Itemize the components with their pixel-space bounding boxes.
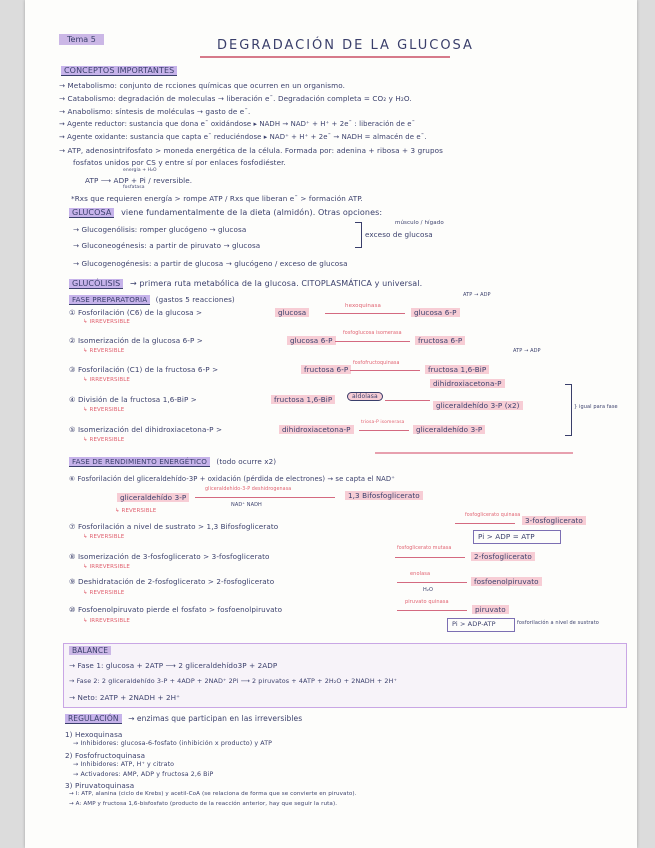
- section-heading-glucolisis: GLUCÓLISIS: [69, 279, 123, 289]
- reversibility-note: ↳ IRREVERSIBLE: [83, 618, 130, 624]
- reaction-arrow: [397, 582, 467, 583]
- step-product: fosfoenolpiruvato: [471, 577, 542, 586]
- reaction-arrow: [455, 523, 515, 524]
- step-substrate: fructosa 6-P: [301, 365, 351, 374]
- concept-line: → ATP, adenosintrifosfato > moneda energética de la célula. Formada por: adenina + ribosa + 3 grupos: [59, 146, 443, 155]
- step-number: ③: [69, 365, 76, 374]
- concept-line: fosfatos unidos por CS y entre sí por enlaces fosfodiéster.: [73, 158, 286, 167]
- regulacion-line: → Activadores: AMP, ADP y fructosa 2,6 BiP: [73, 771, 214, 778]
- reversibility-note: ↳ REVERSIBLE: [83, 348, 125, 354]
- step-number: ②: [69, 336, 76, 345]
- section-heading-glucosa: GLUCOSA: [69, 208, 114, 218]
- fase-bracket: [565, 384, 572, 436]
- glucosa-line: → Glucogenólisis: romper glucógeno → glucosa: [73, 225, 247, 234]
- reaction-arrow: [335, 341, 410, 342]
- reaction-arrow: [359, 430, 409, 431]
- step-text: Fosforilación (C6) de la glucosa >: [77, 308, 203, 317]
- page-title: DEGRADACIÓN DE LA GLUCOSA: [217, 38, 474, 53]
- reaction-arrow: [397, 610, 467, 611]
- reversibility-note: ↳ REVERSIBLE: [83, 534, 125, 540]
- energy-box-text: Pi > ADP = ATP: [478, 532, 535, 541]
- reversibility-note: ↳ REVERSIBLE: [115, 508, 157, 514]
- concept-line: → Metabolismo: conjunto de rcciones químicas que ocurren en un organismo.: [59, 81, 345, 90]
- step-text: Fosforilación a nivel de sustrato > 1,3 Bifosfoglicerato: [77, 522, 279, 531]
- balance-line: → Neto: 2ATP + 2NADH + 2H⁺: [69, 693, 181, 702]
- regulacion-intro: → enzimas que participan en las irreversibles: [128, 714, 303, 723]
- step-text: Fosforilación del gliceraldehído-3P + oxidación (pérdida de electrones) → se capta el NAD⁺: [77, 475, 395, 483]
- step-product: 2-fosfoglicerato: [471, 552, 535, 561]
- glucosa-bracket-note: músculo / hígado: [395, 220, 444, 226]
- step-text: Fosforilación (C1) de la fructosa 6-P >: [77, 365, 219, 374]
- enzyme-label: triosa-P isomerasa: [361, 420, 405, 425]
- reversibility-note: ↳ REVERSIBLE: [83, 407, 125, 413]
- reversibility-note: ↳ REVERSIBLE: [83, 437, 125, 443]
- step-text: Isomerización de la glucosa 6-P >: [77, 336, 203, 345]
- phase-note: (todo ocurre x2): [216, 457, 277, 466]
- step-number: ⑤: [69, 425, 76, 434]
- regulacion-line: → Inhibidores: ATP, H⁺ y citrato: [73, 761, 175, 768]
- enzyme-label: fosfoglicerato quinasa: [465, 513, 521, 518]
- cofactor-label: NAD⁺ NADH: [231, 502, 262, 508]
- glucosa-bracket-note: exceso de glucosa: [365, 230, 433, 239]
- step-substrate: fructosa 1,6-BiP: [271, 395, 335, 404]
- regulacion-line: 3) Piruvatoquinasa: [65, 781, 135, 790]
- reversibility-note: ↳ REVERSIBLE: [83, 590, 125, 596]
- step-number: ⑥: [69, 475, 76, 483]
- topic-tag: Tema 5: [59, 34, 104, 45]
- balance-heading: BALANCE: [69, 646, 111, 655]
- balance-line: → Fase 2: 2 gliceraldehído 3-P + 4ADP + 2NAD⁺ 2Pi ⟶ 2 piruvatos + 4ATP + 2H₂O + 2NADH + 2H⁺: [69, 677, 397, 685]
- step-text: Fosfoenolpiruvato pierde el fosfato > fosfoenolpiruvato: [77, 605, 283, 614]
- phase-heading-preparatoria: FASE PREPARATORIA: [69, 295, 150, 305]
- step-product: fructosa 1,6-BiP: [425, 365, 489, 374]
- atp-adp-label: ATP → ADP: [513, 348, 541, 354]
- glucosa-line: → Gluconeogénesis: a partir de piruvato → glucosa: [73, 241, 261, 250]
- regulacion-line: → A: AMP y fructosa 1,6-bisfosfato (producto de la reacción anterior, hay que seguir la ruta).: [69, 801, 338, 807]
- step-number: ⑩: [69, 605, 76, 614]
- step-product: glucosa 6-P: [411, 308, 460, 317]
- phase-heading-rendimiento: FASE DE RENDIMIENTO ENERGÉTICO: [69, 457, 210, 467]
- concept-line: → Catabolismo: degradación de moleculas → liberación eˉ. Degradación completa = CO₂ y H₂O.: [59, 94, 412, 103]
- concept-line: ATP ⟶ ADP + Pi / reversible.: [85, 176, 193, 185]
- step-substrate: glucosa 6-P: [287, 336, 336, 345]
- step-number: ⑦: [69, 522, 76, 531]
- concept-line: *Rxs que requieren energía > rompe ATP / Rxs que liberan eˉ > formación ATP.: [71, 194, 363, 203]
- step-substrate: glucosa: [275, 308, 309, 317]
- title-underline: [200, 56, 450, 58]
- step-product: gliceraldehído 3-P: [413, 425, 485, 434]
- step-number: ④: [69, 395, 76, 404]
- step-substrate: gliceraldehído 3-P: [117, 493, 189, 502]
- energy-box-text: Pi > ADP-ATP: [452, 620, 496, 628]
- step-text: Isomerización del dihidroxiacetona-P >: [77, 425, 223, 434]
- return-line: [375, 452, 573, 454]
- reaction-arrow: [195, 497, 335, 498]
- glucosa-intro: viene fundamentalmente de la dieta (almidón). Otras opciones:: [121, 208, 383, 217]
- igual-fase-note: } igual para fase: [574, 404, 618, 410]
- atp-arrow-label: fosfatasa: [123, 185, 145, 190]
- enzyme-label: hexoquinasa: [345, 303, 381, 309]
- step-product: 3-fosfoglicerato: [522, 516, 586, 525]
- step-product: gliceraldehído 3-P (x2): [433, 401, 523, 410]
- reaction-arrow: [385, 400, 430, 401]
- concept-line: → Anabolismo: síntesis de moléculas → gasto de eˉ.: [59, 107, 251, 116]
- step-product: fructosa 6-P: [415, 336, 465, 345]
- enzyme-label: piruvato quinasa: [405, 599, 449, 605]
- glucosa-line: → Glucogenogénesis: a partir de glucosa → glucógeno / exceso de glucosa: [73, 259, 348, 268]
- step-number: ⑨: [69, 577, 76, 586]
- regulacion-line: → Inhibidores: glucosa-6-fosfato (inhibición x producto) y ATP: [73, 740, 273, 747]
- reversibility-note: ↳ IRREVERSIBLE: [83, 319, 130, 325]
- enzyme-label: fosfoglucosa isomerasa: [343, 331, 402, 336]
- enzyme-label: gliceraldehído-3-P deshidrogenasa: [205, 487, 292, 492]
- reaction-arrow: [350, 370, 420, 371]
- step-text: Deshidratación de 2-fosfoglicerato > 2-fosfoglicerato: [77, 577, 275, 586]
- section-heading-regulacion: REGULACIÓN: [65, 714, 122, 724]
- reversibility-note: ↳ IRREVERSIBLE: [83, 377, 130, 383]
- regulacion-line: 1) Hexoquinasa: [65, 730, 123, 739]
- section-heading-conceptos: CONCEPTOS IMPORTANTES: [61, 66, 177, 76]
- reaction-arrow: [325, 313, 405, 314]
- step-product: piruvato: [472, 605, 509, 614]
- enzyme-label: aldolasa: [347, 392, 383, 401]
- atp-adp-label: ATP → ADP: [463, 292, 491, 298]
- step-text: Isomerización de 3-fosfoglicerato > 3-fosfoglicerato: [77, 552, 270, 561]
- step-number: ①: [69, 308, 76, 317]
- atp-arrow-label: energía + H₂O: [123, 168, 157, 173]
- glucosa-bracket: [355, 222, 362, 248]
- step-note: fosforilación a nivel de sustrato: [517, 620, 599, 626]
- enzyme-label: enolasa: [410, 571, 431, 577]
- water-label: H₂O: [423, 587, 433, 593]
- enzyme-label: fosfoglicerato mutasa: [397, 546, 452, 551]
- concept-line: → Agente reductor: sustancia que dona eˉ oxidándose ▸ NADH → NAD⁺ + H⁺ + 2eˉ : liberación de eˉ: [59, 120, 416, 128]
- reaction-arrow: [395, 557, 465, 558]
- dihidroxiacetona-label: dihidroxiacetona-P: [430, 379, 505, 388]
- step-substrate: dihidroxiacetona-P: [279, 425, 354, 434]
- regulacion-line: 2) Fosfofructoquinasa: [65, 751, 146, 760]
- step-number: ⑧: [69, 552, 76, 561]
- regulacion-line: → I: ATP, alanina (ciclo de Krebs) y acetil-CoA (se relaciona de forma que se convierte en piruvato).: [69, 791, 357, 797]
- concept-line: → Agente oxidante: sustancia que capta eˉ reduciéndose ▸ NAD⁺ + H⁺ + 2eˉ → NADH = almacén de eˉ.: [59, 133, 427, 141]
- enzyme-label: fosfofructoquinasa: [353, 361, 400, 366]
- step-product: 1,3 Bifosfoglicerato: [345, 491, 423, 500]
- glucolisis-intro: → primera ruta metabólica de la glucosa. CITOPLASMÁTICA y universal.: [129, 279, 423, 288]
- phase-note: (gastos 5 reacciones): [155, 295, 235, 304]
- reversibility-note: ↳ IRREVERSIBLE: [83, 564, 130, 570]
- notebook-page: [25, 0, 637, 848]
- step-text: División de la fructosa 1,6-BiP >: [77, 395, 197, 404]
- balance-line: → Fase 1: glucosa + 2ATP ⟶ 2 gliceraldehído3P + 2ADP: [69, 661, 278, 670]
